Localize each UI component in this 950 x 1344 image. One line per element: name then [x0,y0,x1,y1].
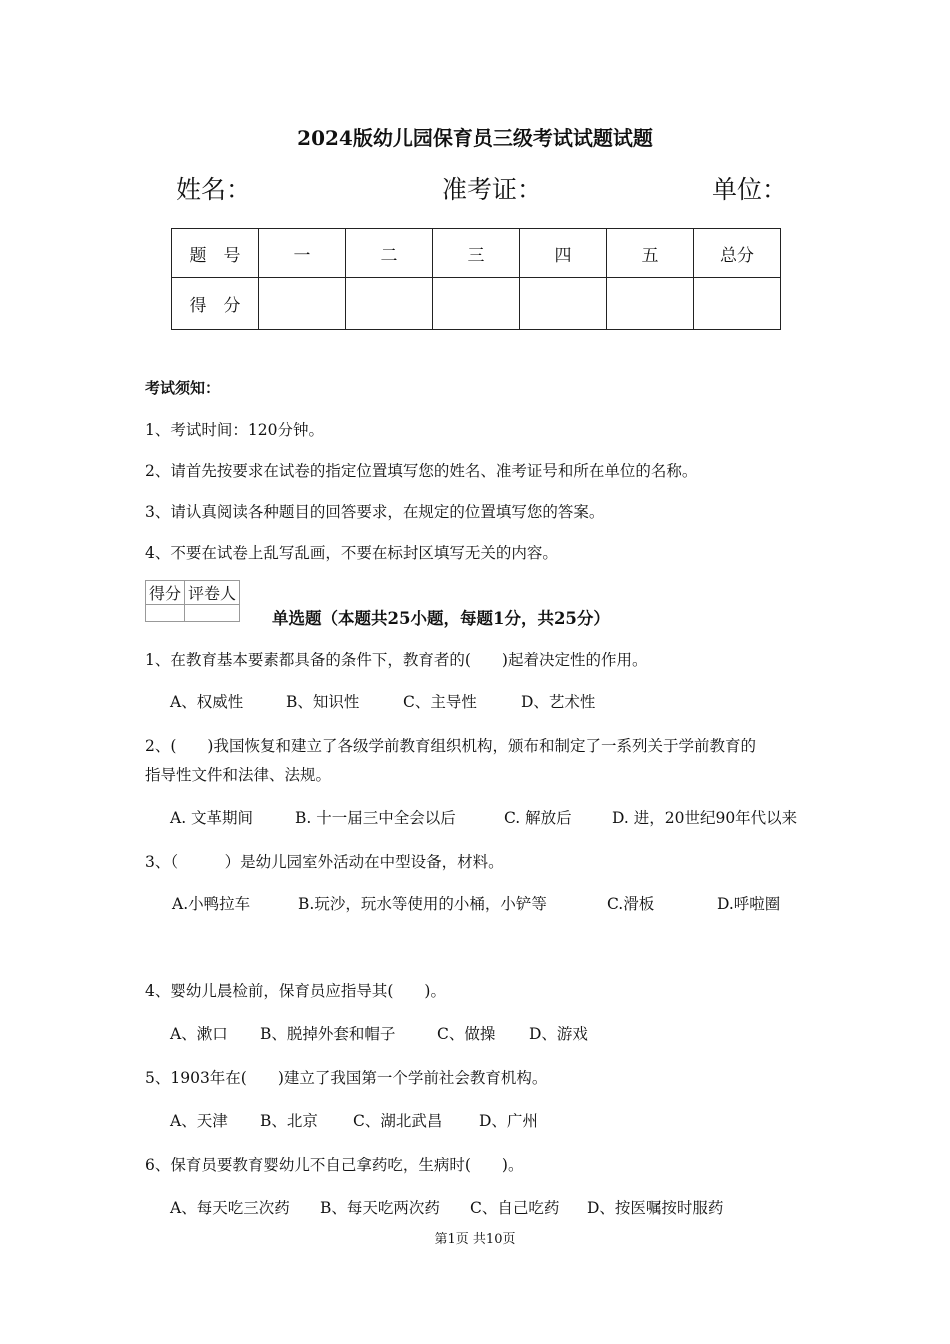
question-text: 2、( )我国恢复和建立了各级学前教育组织机构，颁布和制定了一系列关于学前教育的 [145,737,756,755]
option-c[interactable]: C、湖北武昌 [353,1112,443,1130]
unit-field-label: 单位： [712,175,788,204]
grader-box [145,580,240,622]
option-b[interactable]: B. 十一届三中全会以后 [295,809,456,827]
option-c[interactable]: C、主导性 [403,693,477,711]
question-text: 4、婴幼儿晨检前，保育员应指导其( )。 [145,982,446,1000]
option-d[interactable]: D.呼啦圈 [717,895,781,913]
option-d[interactable]: D、广州 [479,1112,538,1130]
option-b[interactable]: B、北京 [260,1112,318,1130]
row-label-score: 得 分 [172,278,259,330]
note-item: 1、考试时间：120分钟。 [145,421,324,439]
option-b[interactable]: B、知识性 [286,693,360,711]
option-b[interactable]: B、每天吃两次药 [320,1199,440,1217]
note-item: 4、不要在试卷上乱写乱画，不要在标封区填写无关的内容。 [145,544,558,562]
option-a[interactable]: A、权威性 [170,693,244,711]
score-cell[interactable] [433,278,520,330]
score-cell[interactable] [520,278,607,330]
header-cell: 五 [607,229,694,278]
option-c[interactable]: C. 解放后 [504,809,572,827]
score-cell[interactable] [346,278,433,330]
question-text-continued: 指导性文件和法律、法规。 [145,766,332,784]
option-d[interactable]: D、按医嘱按时服药 [587,1199,724,1217]
option-b[interactable]: B、脱掉外套和帽子 [260,1025,396,1043]
header-cell-total: 总分 [694,229,781,278]
score-table [171,228,781,330]
grader-reviewer-label: 评卷人 [185,581,240,605]
name-field-label: 姓名： [176,175,252,204]
option-d[interactable]: D、艺术性 [521,693,596,711]
header-cell: 三 [433,229,520,278]
score-cell[interactable] [607,278,694,330]
notes-title: 考试须知： [145,379,221,397]
option-a[interactable]: A、每天吃三次药 [170,1199,290,1217]
document-title: 2024版幼儿园保育员三级考试试题试题 [297,126,653,150]
score-cell-total[interactable] [694,278,781,330]
score-table-score-row [172,278,781,330]
option-a[interactable]: A.小鸭拉车 [172,895,251,913]
note-item: 3、请认真阅读各种题目的回答要求，在规定的位置填写您的答案。 [145,503,605,521]
option-c[interactable]: C、自己吃药 [470,1199,560,1217]
question-text: 3、（ ）是幼儿园室外活动在中型设备，材料。 [145,853,504,871]
option-a[interactable]: A、漱口 [170,1025,228,1043]
exam-id-field-label: 准考证： [442,175,543,204]
score-table-header-row [172,229,781,278]
grader-score-label: 得分 [146,581,185,605]
option-c[interactable]: C.滑板 [607,895,655,913]
header-cell: 二 [346,229,433,278]
question-text: 1、在教育基本要素都具备的条件下，教育者的( )起着决定性的作用。 [145,651,648,669]
option-a[interactable]: A、天津 [170,1112,228,1130]
grader-score-cell[interactable] [146,605,185,622]
question-text: 5、1903年在( )建立了我国第一个学前社会教育机构。 [145,1069,548,1087]
grader-reviewer-cell[interactable] [185,605,240,622]
note-item: 2、请首先按要求在试卷的指定位置填写您的姓名、准考证号和所在单位的名称。 [145,462,698,480]
option-b[interactable]: B.玩沙，玩水等使用的小桶，小铲等 [298,895,547,913]
header-cell: 四 [520,229,607,278]
option-d[interactable]: D. 进，20世纪90年代以来 [612,809,798,827]
option-d[interactable]: D、游戏 [529,1025,588,1043]
header-cell: 一 [259,229,346,278]
option-c[interactable]: C、做操 [437,1025,496,1043]
page-footer: 第1页 共10页 [434,1232,516,1247]
row-label-question-number: 题 号 [172,229,259,278]
question-text: 6、保育员要教育婴幼儿不自己拿药吃，生病时( )。 [145,1156,524,1174]
option-a[interactable]: A. 文革期间 [170,809,254,827]
section-title: 单选题（本题共25小题，每题1分，共25分） [272,609,610,628]
score-cell[interactable] [259,278,346,330]
